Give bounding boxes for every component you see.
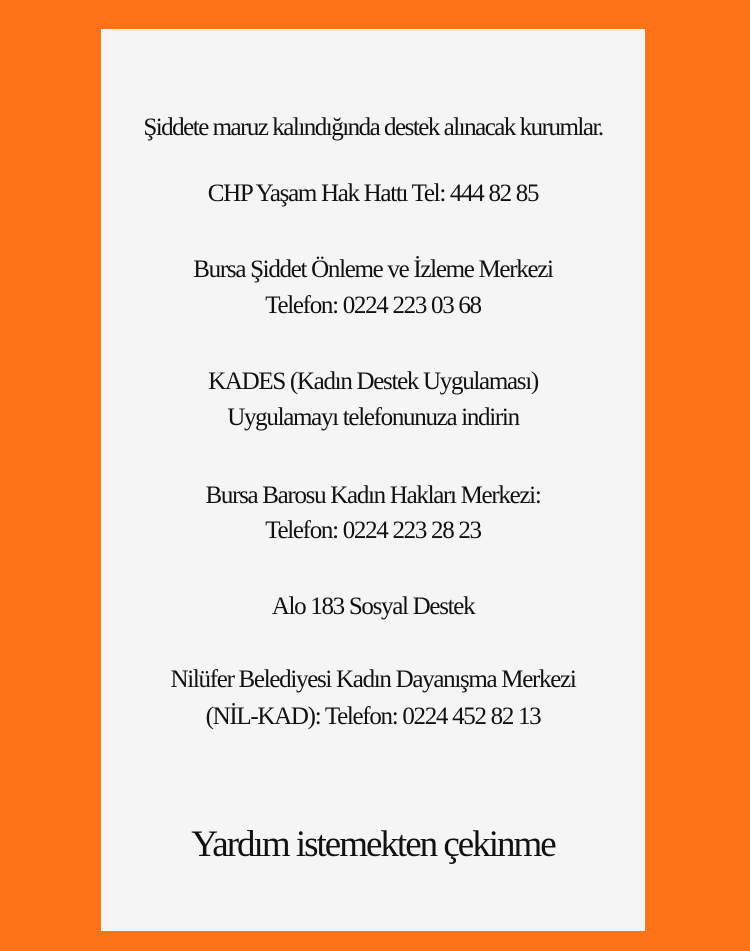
intro-heading: Şiddete maruz kalındığında destek alınacak kurumlar. xyxy=(143,114,603,141)
closing-message: Yardım istemekten çekinme xyxy=(191,824,555,865)
entry-bar-association-phone: Telefon: 0224 223 28 23 xyxy=(265,517,481,544)
entry-bursa-violence-center-name: Bursa Şiddet Önleme ve İzleme Merkezi xyxy=(193,256,553,283)
entry-nilufer-center-name: Nilüfer Belediyesi Kadın Dayanışma Merkezi xyxy=(170,666,576,693)
entry-kades-name: KADES (Kadın Destek Uygulaması) xyxy=(208,368,538,395)
entry-bursa-violence-center-phone: Telefon: 0224 223 03 68 xyxy=(265,292,481,319)
entry-kades-instruction: Uygulamayı telefonunuza indirin xyxy=(227,404,519,431)
entry-chp-hotline: CHP Yaşam Hak Hattı Tel: 444 82 85 xyxy=(207,180,539,207)
entry-alo-183: Alo 183 Sosyal Destek xyxy=(271,593,475,620)
entry-bar-association-name: Bursa Barosu Kadın Hakları Merkezi: xyxy=(205,482,541,509)
info-card xyxy=(101,29,645,931)
entry-nilufer-center-phone: (NİL-KAD): Telefon: 0224 452 82 13 xyxy=(205,703,541,730)
